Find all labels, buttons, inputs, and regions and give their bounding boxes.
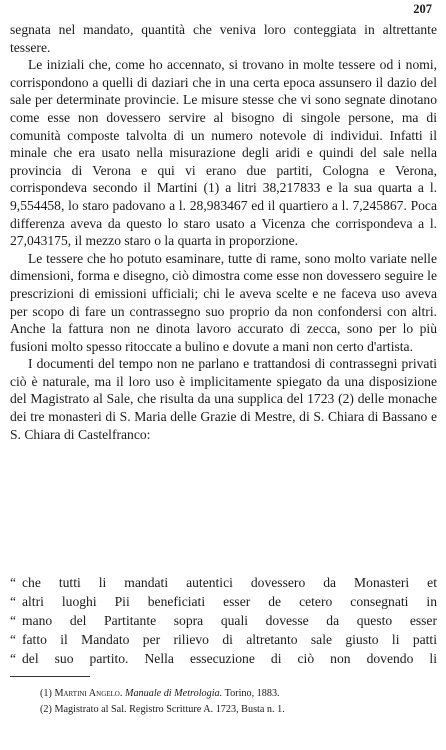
footnotes bbox=[40, 686, 440, 718]
quote-line bbox=[10, 592, 437, 611]
quote-mark: “ bbox=[10, 613, 17, 628]
quote-line bbox=[10, 649, 437, 668]
quote-mark: “ bbox=[10, 575, 17, 590]
quoted-passage bbox=[10, 573, 437, 668]
quote-line bbox=[10, 573, 437, 592]
body-text bbox=[10, 21, 437, 443]
paragraph-3: Le tessere che ho potuto esaminare, tutte di rame, sono molto variate nelle dimensioni, forma e disegno, ciò dimostra come esse non dovessero seguire le prescrizioni di emissioni ufficiali; chi le aveva scelte e ne faceva uso aveva per scopo di fare un contrassegno suo proprio da non confondersi con altri. Anche la fattura non ne dinota lavoro accurato di zecca, sono per lo più fusioni molto spesso ritoccate a bulino e dovute a mani non certo d'artista. bbox=[10, 250, 437, 354]
quote-text: che tutti li mandati autentici dovessero da Monasteri et bbox=[22, 575, 437, 590]
footnote-details: Magistrato al Sal. Registro Scritture A. 1723, Busta n. 1. bbox=[54, 704, 285, 715]
quote-text: altri luoghi Pii beneficiati esser de cetero consegnati in bbox=[22, 594, 437, 609]
paragraph-4: I documenti del tempo non ne parlano e trattandosi di contrassegni privati ciò è naturale, ma il loro uso è implicitamente spiegato da una disposizione del Magistrato al Sale, che risulta da una supplica del 1723 (2) delle monache dei tre monasteri di S. Maria delle Grazie di Mestre, di S. Chiara di Bassano e S. Chiara di Castelfranco: bbox=[10, 356, 437, 442]
quote-mark: “ bbox=[10, 632, 17, 647]
footnote-2 bbox=[40, 702, 440, 718]
quote-mark: “ bbox=[10, 594, 17, 609]
footnote-number: (1) bbox=[40, 688, 52, 699]
paragraph-2: Le iniziali che, come ho accennato, si trovano in molte tessere od i nomi, corrispondono a quelli di daziari che in una certa epoca assunsero il dazio del sale per determinate provincie. Le misure stesse che vi sono segnate dinotano come esse non dovessero servire al bisogno di singole persone, ma di comunità composte talvolta di un numero notevole di individui. Infatti il minale che era usato nella misurazione degli aridi e quindi del sale nella provincia di Verona e qui vi erano due partiti, Cologna e Verona, corrispondeva secondo il Martini (1) a litri 38,217833 e la sua quarta a l. 9,554458, lo staro padovano a l. 28,983467 ed il quartiero a l. 7,245867. Poca differenza aveva da questo lo staro usato a Vicenza che corrispondeva a l. 27,043175, il mezzo staro o la quarta in proporzione. bbox=[10, 57, 437, 249]
quote-line bbox=[10, 611, 437, 630]
footnote-1 bbox=[40, 686, 440, 702]
footnote-separator bbox=[10, 676, 90, 677]
quote-text: mano del Partitante sopra quali dovesse da questo esser bbox=[22, 613, 437, 628]
footnote-details: Torino, 1883. bbox=[224, 688, 280, 699]
quote-line bbox=[10, 630, 437, 649]
footnote-number: (2) bbox=[40, 704, 52, 715]
footnote-work: Manuale di Metrologia. bbox=[124, 688, 223, 699]
paragraph-1: segnata nel mandato, quantità che veniva loro conteggiata in altrettante tessere. bbox=[10, 22, 437, 55]
quote-text: fatto il Mandato per rilievo di altretanto sale giusto li patti bbox=[22, 632, 437, 647]
quote-text: del suo partito. Nella essecuzione di ciò non dovendo li bbox=[22, 651, 437, 666]
footnote-author: Martini Angelo. bbox=[54, 688, 123, 699]
quote-mark: “ bbox=[10, 651, 17, 666]
page-number: 207 bbox=[413, 2, 432, 16]
